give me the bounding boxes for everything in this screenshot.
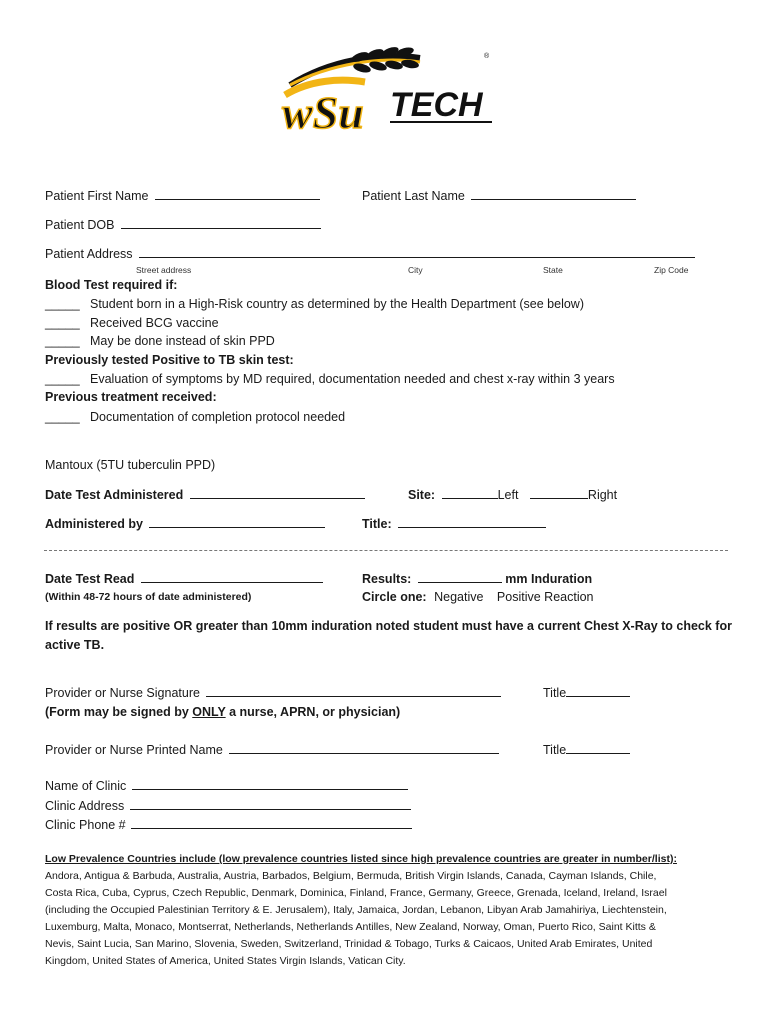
form-note-pre: (Form may be signed by bbox=[45, 705, 193, 719]
circle-one-row bbox=[362, 590, 594, 604]
blank-line[interactable]: _____ bbox=[45, 410, 80, 424]
clinic-phone-line[interactable] bbox=[131, 817, 412, 829]
blank-line[interactable]: _____ bbox=[45, 372, 80, 386]
provider-signature-label: Provider or Nurse Signature bbox=[45, 686, 200, 700]
patient-last-name-line[interactable] bbox=[471, 188, 636, 200]
patient-dob-field[interactable] bbox=[45, 217, 321, 232]
address-city-caption: City bbox=[408, 265, 423, 275]
provider-title-line[interactable] bbox=[566, 685, 630, 697]
results-line[interactable] bbox=[418, 571, 502, 583]
site-label: Site: bbox=[408, 488, 436, 502]
clinic-address-line[interactable] bbox=[130, 798, 411, 810]
low-prevalence-heading: Low Prevalence Countries include (low prevalence countries listed since high prevalence countries are greater in number/list): bbox=[45, 853, 677, 865]
blank-line[interactable]: _____ bbox=[45, 316, 80, 330]
provider-printed-name-label: Provider or Nurse Printed Name bbox=[45, 743, 223, 757]
provider-signature-field[interactable] bbox=[45, 685, 501, 700]
clinic-address-label: Clinic Address bbox=[45, 799, 125, 813]
within-note: (Within 48-72 hours of date administered) bbox=[45, 591, 252, 603]
date-read-field[interactable] bbox=[45, 571, 323, 586]
mm-induration-label: mm Induration bbox=[505, 572, 593, 586]
results-label: Results: bbox=[362, 572, 412, 586]
previously-positive-text: Evaluation of symptoms by MD required, documentation needed and chest x-ray within 3 years bbox=[90, 372, 615, 386]
site-right-label: Right bbox=[587, 488, 618, 502]
date-read-line[interactable] bbox=[141, 571, 323, 583]
blood-test-item[interactable] bbox=[45, 316, 219, 330]
date-administered-field[interactable] bbox=[45, 487, 365, 502]
form-note-only: ONLY bbox=[192, 705, 226, 719]
address-zip-caption: Zip Code bbox=[654, 265, 689, 275]
provider-signature-line[interactable] bbox=[206, 685, 501, 697]
clinic-phone-label: Clinic Phone # bbox=[45, 818, 126, 832]
printed-title-field[interactable] bbox=[543, 742, 630, 757]
previously-positive-item[interactable] bbox=[45, 372, 615, 386]
address-street-caption: Street address bbox=[136, 265, 192, 275]
clinic-phone-field[interactable] bbox=[45, 817, 412, 832]
date-administered-label: Date Test Administered bbox=[45, 488, 184, 502]
low-prevalence-line: Andora, Antigua & Barbuda, Australia, Austria, Barbados, Belgium, Bermuda, British Virgin Islands, Canada, Cayman Islands, Chile, bbox=[45, 870, 657, 882]
section-divider bbox=[44, 550, 728, 551]
patient-address-field[interactable] bbox=[45, 246, 695, 261]
positive-note-line1: If results are positive OR greater than 10mm induration noted student must have a current Chest X-Ray to check for bbox=[45, 619, 732, 633]
administered-by-label: Administered by bbox=[45, 517, 143, 531]
blood-test-item-text: May be done instead of skin PPD bbox=[90, 334, 275, 348]
printed-title-label: Title bbox=[543, 743, 567, 757]
low-prevalence-line: (including the Occupied Palestinian Territory & E. Jerusalem), Italy, Jamaica, Jordan, Lebanon, Libyan Arab Jamahiriya, Liechtenstein, bbox=[45, 904, 667, 916]
low-prevalence-line: Luxemburg, Malta, Monaco, Montserrat, Netherlands, Netherlands Antilles, New Zealand, Norway, Oman, Puerto Rico, Saint Kitts & bbox=[45, 921, 656, 933]
patient-first-name-field[interactable] bbox=[45, 188, 320, 203]
blank-line[interactable]: _____ bbox=[45, 334, 80, 348]
logo-wsu-text: wSu bbox=[282, 87, 364, 138]
address-state-caption: State bbox=[543, 265, 563, 275]
clinic-name-line[interactable] bbox=[132, 778, 408, 790]
patient-dob-line[interactable] bbox=[121, 217, 321, 229]
blood-test-item[interactable] bbox=[45, 297, 585, 311]
previously-positive-heading: Previously tested Positive to TB skin test: bbox=[45, 353, 294, 367]
patient-dob-label: Patient DOB bbox=[45, 218, 115, 232]
form-signer-note bbox=[45, 705, 400, 719]
logo-tech-text: TECH bbox=[390, 86, 483, 124]
provider-title-label: Title bbox=[543, 686, 567, 700]
blood-test-item-text: Student born in a High-Risk country as determined by the Health Department (see below) bbox=[90, 297, 585, 311]
provider-title-field[interactable] bbox=[543, 685, 630, 700]
patient-last-name-field[interactable] bbox=[362, 188, 636, 203]
printed-title-line[interactable] bbox=[566, 742, 630, 754]
patient-first-name-line[interactable] bbox=[155, 188, 320, 200]
results-field[interactable] bbox=[362, 571, 592, 586]
blood-test-item[interactable] bbox=[45, 334, 275, 348]
admin-title-label: Title: bbox=[362, 517, 392, 531]
low-prevalence-line: Costa Rica, Cuba, Cyprus, Czech Republic, Denmark, Dominica, Finland, France, Germany, Greece, Grenada, Iceland, Ireland, Israel bbox=[45, 887, 667, 899]
patient-first-name-label: Patient First Name bbox=[45, 189, 149, 203]
clinic-name-label: Name of Clinic bbox=[45, 779, 127, 793]
negative-option[interactable]: Negative bbox=[434, 590, 484, 604]
form-note-post: a nurse, APRN, or physician) bbox=[225, 705, 401, 719]
registered-mark: ® bbox=[484, 53, 490, 60]
wsu-tech-logo bbox=[270, 40, 500, 140]
circle-one-label: Circle one: bbox=[362, 590, 427, 604]
admin-title-line[interactable] bbox=[398, 516, 546, 528]
site-left-label: Left bbox=[497, 488, 519, 502]
date-administered-line[interactable] bbox=[190, 487, 365, 499]
blood-test-heading: Blood Test required if: bbox=[45, 278, 178, 292]
clinic-address-field[interactable] bbox=[45, 798, 411, 813]
blank-line[interactable]: _____ bbox=[45, 297, 80, 311]
patient-address-line[interactable] bbox=[139, 246, 695, 258]
clinic-name-field[interactable] bbox=[45, 778, 408, 793]
blood-test-item-text: Received BCG vaccine bbox=[90, 316, 219, 330]
provider-printed-name-field[interactable] bbox=[45, 742, 499, 757]
patient-address-label: Patient Address bbox=[45, 247, 133, 261]
positive-option[interactable]: Positive Reaction bbox=[496, 590, 594, 604]
previous-treatment-item[interactable] bbox=[45, 410, 346, 424]
site-left-line[interactable] bbox=[442, 487, 498, 499]
site-field[interactable] bbox=[408, 487, 617, 502]
positive-note-line2: active TB. bbox=[45, 638, 105, 652]
date-read-label: Date Test Read bbox=[45, 572, 135, 586]
administered-by-line[interactable] bbox=[149, 516, 325, 528]
administered-by-field[interactable] bbox=[45, 516, 325, 531]
admin-title-field[interactable] bbox=[362, 516, 546, 531]
previous-treatment-text: Documentation of completion protocol needed bbox=[90, 410, 346, 424]
wheat-logo-icon bbox=[270, 40, 500, 140]
mantoux-title: Mantoux (5TU tuberculin PPD) bbox=[45, 458, 216, 472]
patient-last-name-label: Patient Last Name bbox=[362, 189, 465, 203]
previous-treatment-heading: Previous treatment received: bbox=[45, 390, 217, 404]
low-prevalence-line: Nevis, Saint Lucia, San Marino, Slovenia, Sweden, Switzerland, Trinidad & Tobago, Turks & Caicaos, United Arab Emirates, United bbox=[45, 938, 653, 950]
low-prevalence-line: Kingdom, United States of America, United States Virgin Islands, Vatican City. bbox=[45, 955, 406, 967]
site-right-line[interactable] bbox=[530, 487, 588, 499]
provider-printed-name-line[interactable] bbox=[229, 742, 499, 754]
